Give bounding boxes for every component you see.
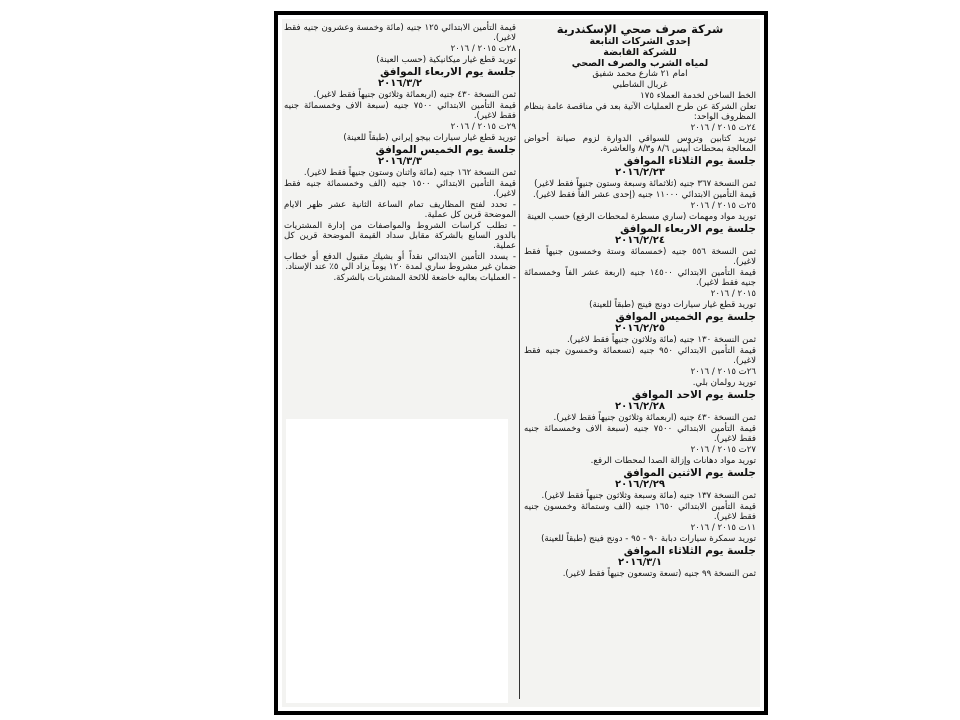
insurance-value: قيمة التأمين الابتدائي ١١٠٠٠ جنيه (إحدى عشر الفاً فقط لاغير). xyxy=(533,190,756,200)
insurance-value: قيمة التأمين الابتدائي ٧٥٠٠ جنيه (سبعة الاف وخمسمائة جنيه فقط لاغير). xyxy=(524,424,757,444)
insurance-value: قيمة التأمين الابتدائي ١٦٥٠ جنيه (الف وستمائة وخمسون جنيه فقط لاغير). xyxy=(524,502,756,522)
tender-desc: توريد قطع غيار سيارات دونج فينج (طبقاً للعينة) xyxy=(589,300,756,310)
tender-ref: ٢٨ت ٢٠١٥ / ٢٠١٦ xyxy=(450,44,516,54)
copy-price: ثمن النسخة ١٣٠ جنيه (مائة وثلاثون جنيهاً فقط لاغير). xyxy=(566,335,756,345)
intro-text: تعلن الشركة عن طرح العمليات الآتية بعد في مناقصة عامة بنظام المظروف الواحد: xyxy=(524,102,756,122)
address-line: امام ٢١ شارع محمد شفيق xyxy=(592,69,688,79)
address-line: غربال الشاطبي xyxy=(612,80,668,90)
insurance-value: قيمة التأمين الابتدائي ١٢٥ جنيه (مائة وخمسة وعشرون جنيه فقط لاغير). xyxy=(284,23,517,43)
company-subtitle: لمياه الشرب والصرف الصحي xyxy=(571,58,709,69)
insurance-value: قيمة التأمين الابتدائي ١٤٥٠٠ جنيه (اربعة عشر الفاً وخمسمائة جنيه فقط لاغير). xyxy=(524,268,756,288)
note-text: - يسدد التأمين الابتدائي نقداً أو بشيك مقبول الدفع أو خطاب ضمان غير مشروط ساري لمدة ١٢٠ يوماً يزاد الي ٥٪ عند الإسناد. xyxy=(284,252,516,272)
hotline: الخط الساخن لخدمة العملاء ١٧٥ xyxy=(640,91,756,101)
insurance-value: قيمة التأمين الابتدائي ٩٥٠ جنيه (تسعمائة وخمسون جنيه فقط لاغير). xyxy=(524,346,756,366)
company-subtitle: للشركة القابضة xyxy=(603,47,677,58)
session-title: جلسة يوم الاحد الموافق xyxy=(631,389,756,401)
copy-price: ثمن النسخة ٣٦٧ جنيه (ثلاثمائة وسبعة وستون جنيهاً فقط لاغير) xyxy=(534,179,756,189)
tender-ref: ٢٥ت ٢٠١٥ / ٢٠١٦ xyxy=(690,201,756,211)
session-title: جلسة يوم الثلاثاء الموافق xyxy=(623,545,756,557)
tender-desc: توريد قطع غيار سيارات بيجو إيراني (طبقاً للعينة) xyxy=(343,133,516,143)
session-date: ٢٠١٦/٢/٢٩ xyxy=(614,479,666,490)
tender-ref: ٢٤ت ٢٠١٥ / ٢٠١٦ xyxy=(690,123,756,133)
session-title: جلسة يوم الاثنين الموافق xyxy=(623,467,756,479)
session-title: جلسة يوم الاربعاء الموافق xyxy=(620,223,756,235)
company-subtitle: إحدى الشركات التابعة xyxy=(589,36,691,47)
session-date: ٢٠١٦/٢/٢٥ xyxy=(614,323,666,334)
tender-desc: توريد قطع غيار ميكانيكية (حسب العينة) xyxy=(376,55,516,65)
session-title: جلسة يوم الثلاثاء الموافق xyxy=(623,155,756,167)
session-date: ٢٠١٦/٢/٢٣ xyxy=(614,167,666,178)
copy-price: ثمن النسخة ١٣٧ جنيه (مائة وسبعة وثلاثون جنيهاً فقط لاغير). xyxy=(541,491,756,501)
clipping-frame xyxy=(274,11,768,715)
copy-price: ثمن النسخة ٤٣٠ جنيه (اربعمائة وثلاثون جنيهاً فقط لاغير). xyxy=(313,90,516,100)
right-column xyxy=(524,23,756,703)
column-divider xyxy=(519,49,520,699)
tender-ref: ١١ت ٢٠١٥ / ٢٠١٦ xyxy=(690,523,756,533)
tender-desc: توريد رولمان بلي. xyxy=(692,378,756,388)
tender-ref: ٢٦ت ٢٠١٥ / ٢٠١٦ xyxy=(690,367,756,377)
note-text: - العمليات بعاليه خاضعة للائحة المشتريات بالشركة. xyxy=(333,273,516,283)
session-date: ٢٠١٦/٣/٢ xyxy=(378,78,422,89)
insurance-value: قيمة التأمين الابتدائي ١٥٠٠ جنيه (الف وخمسمائة جنيه فقط لاغير). xyxy=(284,179,517,199)
note-text: - تطلب كراسات الشروط والمواصفات من إدارة المشتريات بالدور السابع بالشركة مقابل سداد القيمة الموضحة قرين كل عملية. xyxy=(284,221,516,251)
tender-desc: توريد مواد دهانات وإزالة الصدا لمحطات الرفع. xyxy=(590,456,756,466)
tender-desc: توريد كتابين وتروس للسواقي الدوارة لزوم صيانة أحواض المعالجة بمحطات أبيس ٨/٦ و٨/٣ والعاشرة. xyxy=(524,134,756,154)
copy-price: ثمن النسخة ١٦٢ جنيه (مائة واثنان وستون جنيهاً فقط لاغير). xyxy=(303,168,516,178)
copy-price: ثمن النسخة ٩٩ جنيه (تسعة وتسعون جنيهاً فقط لاغير). xyxy=(562,569,756,579)
tender-ref: ٢٩ت ٢٠١٥ / ٢٠١٦ xyxy=(450,122,516,132)
newspaper-clipping xyxy=(282,19,760,707)
note-text: - تحدد لفتح المظاريف تمام الساعة الثانية عشر ظهر الايام الموضحة قرين كل عملية. xyxy=(284,200,516,220)
tender-desc: توريد سمكرة سيارات دبابة ٩٠ - ٩٥ - دونج فينج (طبقاً للعينة) xyxy=(541,534,756,544)
session-date: ٢٠١٦/٣/٣ xyxy=(378,156,422,167)
company-name: شركة صرف صحي الإسكندرية xyxy=(556,22,724,36)
left-column xyxy=(284,23,516,395)
tender-desc: توريد مواد ومهمات (ساري مسطرة لمحطات الرفع) حسب العينة xyxy=(526,212,756,222)
session-date: ٢٠١٦/٢/٢٨ xyxy=(614,401,666,412)
tender-ref: ٢٧ت ٢٠١٥ / ٢٠١٦ xyxy=(690,445,756,455)
blank-area xyxy=(286,419,508,703)
session-date: ٢٠١٦/٣/١ xyxy=(618,557,662,568)
copy-price: ثمن النسخة ٥٥٦ جنيه (خمسمائة وستة وخمسون جنيهاً فقط لاغير). xyxy=(524,247,756,267)
tender-ref: ٢٠١٥ / ٢٠١٦ xyxy=(710,289,756,299)
session-title: جلسة يوم الخميس الموافق xyxy=(375,144,516,156)
session-title: جلسة يوم الاربعاء الموافق xyxy=(380,66,516,78)
session-date: ٢٠١٦/٢/٢٤ xyxy=(614,235,666,246)
copy-price: ثمن النسخة ٤٣٠ جنيه (اربعمائة وثلاثون جنيهاً فقط لاغير). xyxy=(553,413,756,423)
insurance-value: قيمة التأمين الابتدائي ٧٥٠٠ جنيه (سبعة الاف وخمسمائة جنيه فقط لاغير). xyxy=(284,101,517,121)
session-title: جلسة يوم الخميس الموافق xyxy=(615,311,756,323)
